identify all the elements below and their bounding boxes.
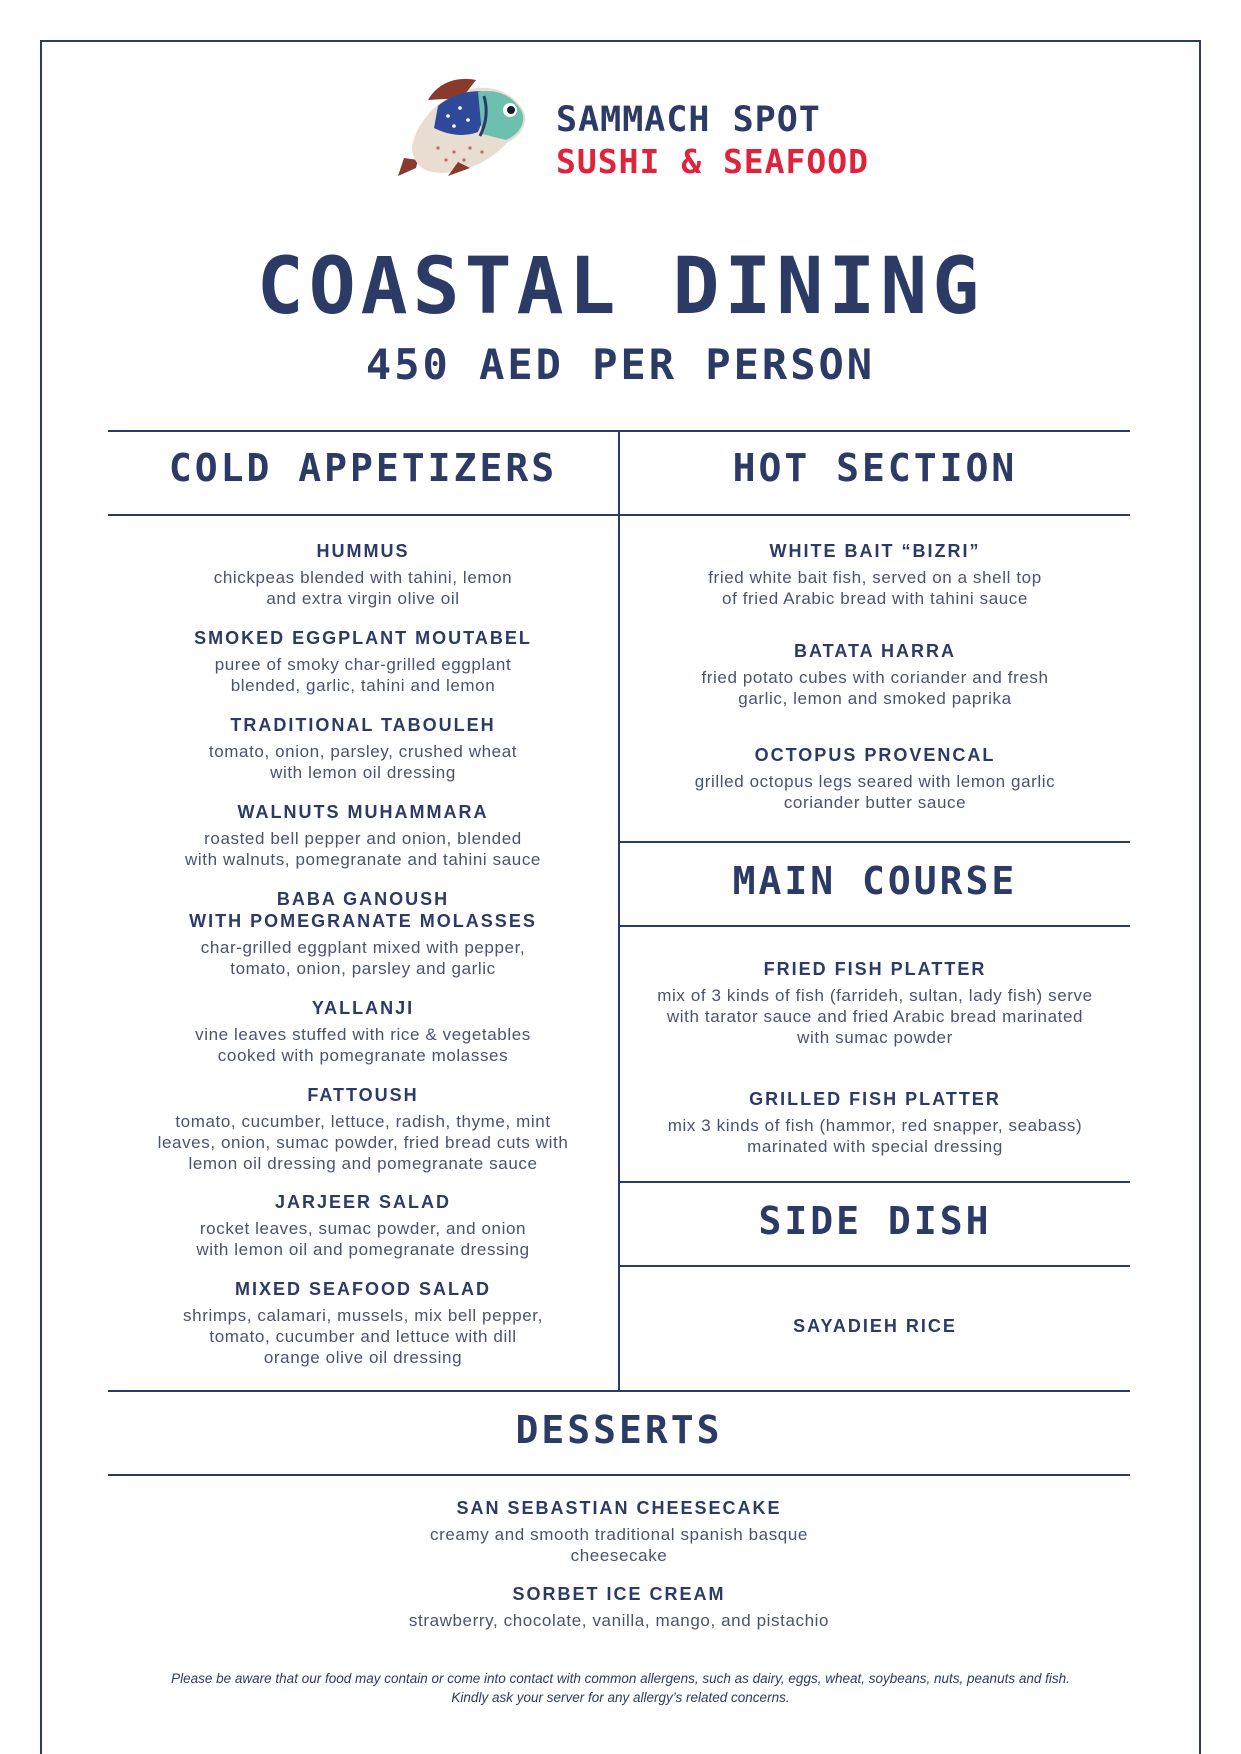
item-name: HUMMUS bbox=[316, 541, 410, 561]
item-description: grilled octopus legs seared with lemon garlic coriander butter sauce bbox=[694, 772, 1056, 812]
allergen-notice-line: Please be aware that our food may contain or come into contact with common allergens, such as dairy, eggs, wheat, soybeans, nuts, peanuts and fish. bbox=[171, 1671, 1070, 1686]
item-name: WALNUTS MUHAMMARA bbox=[237, 802, 489, 822]
allergen-notice-line: Kindly ask your server for any allergy’s related concerns. bbox=[451, 1690, 790, 1705]
item-name: YALLANJI bbox=[311, 998, 415, 1018]
item-name: FRIED FISH PLATTER bbox=[763, 959, 987, 979]
brand-tagline: SUSHI & SEAFOOD bbox=[556, 142, 870, 181]
item-description: chickpeas blended with tahini, lemon and extra virgin olive oil bbox=[213, 568, 513, 608]
item-name: WHITE BAIT “BIZRI” bbox=[769, 541, 981, 561]
item-description: puree of smoky char-grilled eggplant blended, garlic, tahini and lemon bbox=[214, 655, 512, 695]
menu-item bbox=[108, 1583, 1130, 1631]
item-description: char-grilled eggplant mixed with pepper, tomato, onion, parsley and garlic bbox=[200, 938, 526, 978]
item-description: strawberry, chocolate, vanilla, mango, and pistachio bbox=[408, 1611, 830, 1630]
item-name: JARJEER SALAD bbox=[274, 1192, 452, 1212]
item-name: SAN SEBASTIAN CHEESECAKE bbox=[456, 1498, 782, 1518]
allergen-notice bbox=[60, 1669, 1181, 1707]
brand-name: SAMMACH SPOT bbox=[556, 100, 821, 140]
section-heading-side-dish: SIDE DISH bbox=[758, 1199, 992, 1243]
item-name: FATTOUSH bbox=[307, 1085, 419, 1105]
item-description: creamy and smooth traditional spanish basque cheesecake bbox=[430, 1525, 808, 1565]
menu-title: COASTAL DINING bbox=[256, 242, 985, 332]
section-heading-desserts: DESSERTS bbox=[515, 1408, 723, 1452]
item-description: fried potato cubes with coriander and fresh garlic, lemon and smoked paprika bbox=[701, 668, 1049, 708]
item-description: tomato, cucumber, lettuce, radish, thyme, mint leaves, onion, sumac powder, fried bread cuts with lemon oil dressing and pomegranate sauce bbox=[157, 1112, 569, 1173]
item-name: GRILLED FISH PLATTER bbox=[749, 1089, 1001, 1109]
item-name: TRADITIONAL TABOULEH bbox=[230, 715, 496, 735]
item-name: MIXED SEAFOOD SALAD bbox=[234, 1279, 491, 1299]
item-description: roasted bell pepper and onion, blended with walnuts, pomegranate and tahini sauce bbox=[185, 829, 541, 869]
menu-price: 450 AED PER PERSON bbox=[365, 340, 876, 389]
item-description: vine leaves stuffed with rice & vegetables cooked with pomegranate molasses bbox=[195, 1025, 531, 1065]
item-description: fried white bait fish, served on a shell top of fried Arabic bread with tahini sauce bbox=[708, 568, 1042, 608]
item-name: OCTOPUS PROVENCAL bbox=[754, 745, 996, 765]
item-name: SMOKED EGGPLANT MOUTABEL bbox=[194, 628, 532, 648]
item-description: mix of 3 kinds of fish (farrideh, sultan, lady fish) serve with tarator sauce and fried Arabic bread marinated with sumac powder bbox=[657, 986, 1093, 1047]
section-heading-main-course: MAIN COURSE bbox=[732, 859, 1018, 903]
section-heading-cold-appetizers: COLD APPETIZERS bbox=[168, 446, 558, 490]
item-name: SORBET ICE CREAM bbox=[512, 1584, 726, 1604]
section-heading-hot-section: HOT SECTION bbox=[732, 446, 1018, 490]
item-description: mix 3 kinds of fish (hammor, red snapper, seabass) marinated with special dressing bbox=[667, 1116, 1083, 1156]
item-name: BATATA HARRA bbox=[794, 641, 956, 661]
desserts-list bbox=[108, 0, 1130, 1754]
item-name: SAYADIEH RICE bbox=[793, 1316, 957, 1336]
item-description: shrimps, calamari, mussels, mix bell pepper, tomato, cucumber and lettuce with dill orange olive oil dressing bbox=[183, 1306, 543, 1367]
item-description: tomato, onion, parsley, crushed wheat with lemon oil dressing bbox=[208, 742, 518, 782]
item-description: rocket leaves, sumac powder, and onion with lemon oil and pomegranate dressing bbox=[196, 1219, 530, 1259]
menu-item bbox=[108, 1497, 1130, 1566]
item-name: BABA GANOUSH WITH POMEGRANATE MOLASSES bbox=[189, 889, 537, 931]
